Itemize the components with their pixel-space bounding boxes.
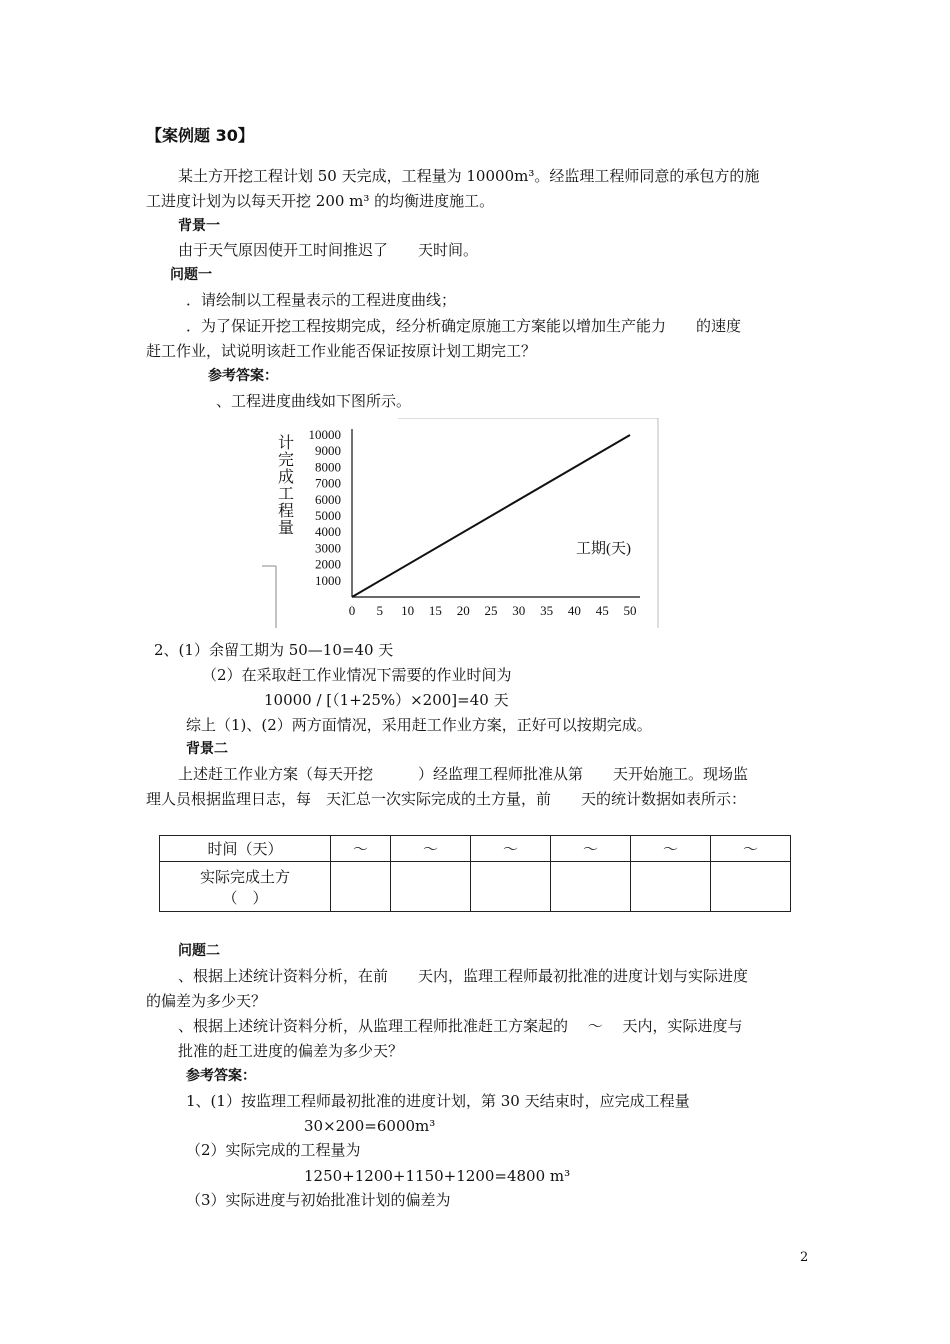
question-2-item-1: 、根据上述统计资料分析，在前 天内，监理工程师最初批准的进度计划与实际进度 — [178, 967, 749, 985]
table-cell: ～ — [391, 836, 471, 862]
y-tick-label: 10000 — [308, 427, 341, 442]
question-1-item-1: ．请绘制以工程量表示的工程进度曲线； — [186, 291, 457, 309]
y-tick-label: 6000 — [315, 491, 341, 507]
table-cell: ～ — [471, 836, 551, 862]
answer-2-line-5: （3）实际进度与初始批准计划的偏差为 — [186, 1191, 451, 1209]
background-1-heading: 背景一 — [178, 218, 220, 234]
answer-2-heading: 参考答案： — [186, 1068, 256, 1084]
intro-line-1: 某土方开挖工程计划 50 天完成，工程量为 10000m³。经监理工程师同意的承包方的施 — [178, 167, 760, 185]
answer-2-line-2: 30×200=6000m³ — [304, 1117, 436, 1135]
question-1-heading: 问题一 — [170, 267, 212, 283]
question-1-item-2: ．为了保证开挖工程按期完成，经分析确定原施工方案能以增加生产能力 的速度 — [186, 317, 742, 335]
y-axis-label-char: 计 — [277, 435, 295, 452]
table-header-earthwork-line-2: （ ） — [222, 888, 268, 907]
answer-2-line-4: 1250+1200+1150+1200=4800 m³ — [304, 1167, 571, 1185]
answer-1-conclusion: 综上（1)、(2）两方面情况，采用赶工作业方案，正好可以按期完成。 — [186, 716, 652, 734]
y-tick-label: 3000 — [315, 540, 341, 556]
y-tick-label: 2000 — [315, 556, 341, 572]
y-axis-label-char: 完 — [277, 452, 295, 469]
y-tick-label: 8000 — [315, 459, 341, 475]
statistics-table — [159, 835, 791, 912]
answer-2-line-3: （2）实际完成的工程量为 — [186, 1141, 361, 1159]
y-axis-label-char: 量 — [277, 520, 295, 537]
y-axis-label-char: 成 — [277, 469, 295, 486]
y-tick-label: 7000 — [315, 475, 341, 491]
background-1-text: 由于天气原因使开工时间推迟了 天时间。 — [178, 241, 479, 259]
progress-line — [352, 435, 630, 597]
table-header-earthwork — [160, 862, 331, 912]
x-tick-label: 10 — [401, 603, 415, 618]
y-axis-label-char: 工 — [277, 486, 295, 503]
x-tick-label: 30 — [512, 603, 526, 618]
y-tick-label: 4000 — [315, 524, 341, 540]
answer-2-line-1: 1、(1）按监理工程师最初批准的进度计划，第 30 天结束时，应完成工程量 — [186, 1092, 690, 1110]
x-tick-label: 5 — [376, 603, 384, 618]
y-axis-label-char: 程 — [277, 503, 295, 520]
question-2-heading: 问题二 — [178, 943, 220, 959]
answer-1-line-1: 、工程进度曲线如下图所示。 — [216, 392, 412, 410]
case-title: 【案例题 30】 — [146, 126, 254, 145]
question-2-item-2: 、根据上述统计资料分析，从监理工程师批准赶工方案起的 ～ 天内，实际进度与 — [178, 1017, 743, 1035]
x-tick-label: 20 — [456, 603, 470, 618]
table-cell — [471, 862, 551, 912]
question-2-item-1-cont: 的偏差为多少天？ — [146, 992, 267, 1010]
table-cell — [331, 862, 391, 912]
x-tick-label: 35 — [540, 603, 554, 618]
table-cell — [631, 862, 711, 912]
x-axis-label: 工期(天) — [576, 541, 631, 557]
background-2-heading: 背景二 — [186, 741, 228, 757]
page-number: 2 — [800, 1250, 809, 1265]
table-cell: ～ — [331, 836, 391, 862]
table-cell: ～ — [711, 836, 791, 862]
x-tick-label: 25 — [484, 603, 498, 618]
x-tick-label: 15 — [428, 603, 442, 618]
table-cell — [711, 862, 791, 912]
intro-line-2: 工进度计划为以每天开挖 200 m³ 的均衡进度施工。 — [146, 192, 495, 210]
table-cell: ～ — [631, 836, 711, 862]
table-header-earthwork-line-1: 实际完成土方 — [199, 867, 290, 886]
table-cell — [551, 862, 631, 912]
answer-1-line-2: 2、(1）余留工期为 50—10=40 天 — [154, 641, 394, 659]
x-tick-label: 50 — [623, 603, 637, 618]
x-tick-label: 40 — [567, 603, 581, 618]
background-2-line-1: 上述赶工作业方案（每天开挖 ）经监理工程师批准从第 天开始施工。现场监 — [178, 765, 749, 783]
background-2-line-2: 理人员根据监理日志，每 天汇总一次实际完成的土方量，前 天的统计数据如表所示： — [146, 790, 747, 808]
x-tick-label: 0 — [348, 603, 356, 618]
question-2-item-2-cont: 批准的赶工进度的偏差为多少天？ — [178, 1042, 404, 1060]
y-tick-label: 5000 — [315, 508, 341, 523]
table-cell: ～ — [551, 836, 631, 862]
table-header-time: 时间（天） — [160, 836, 331, 862]
table-row-time — [160, 836, 791, 862]
answer-1-formula: 10000 / [（1+25%）×200]=40 天 — [264, 691, 509, 709]
answer-1-heading: 参考答案： — [208, 368, 278, 384]
table-cell — [391, 862, 471, 912]
progress-chart — [258, 418, 660, 628]
table-row-earthwork — [160, 862, 791, 912]
x-tick-label: 45 — [595, 603, 609, 618]
answer-1-line-3: （2）在采取赶工作业情况下需要的作业时间为 — [202, 666, 512, 684]
y-tick-label: 1000 — [315, 572, 341, 588]
progress-chart-svg — [258, 418, 660, 628]
y-tick-label: 9000 — [315, 443, 341, 459]
question-1-item-2-cont: 赶工作业，试说明该赶工作业能否保证按原计划工期完工？ — [146, 342, 537, 360]
